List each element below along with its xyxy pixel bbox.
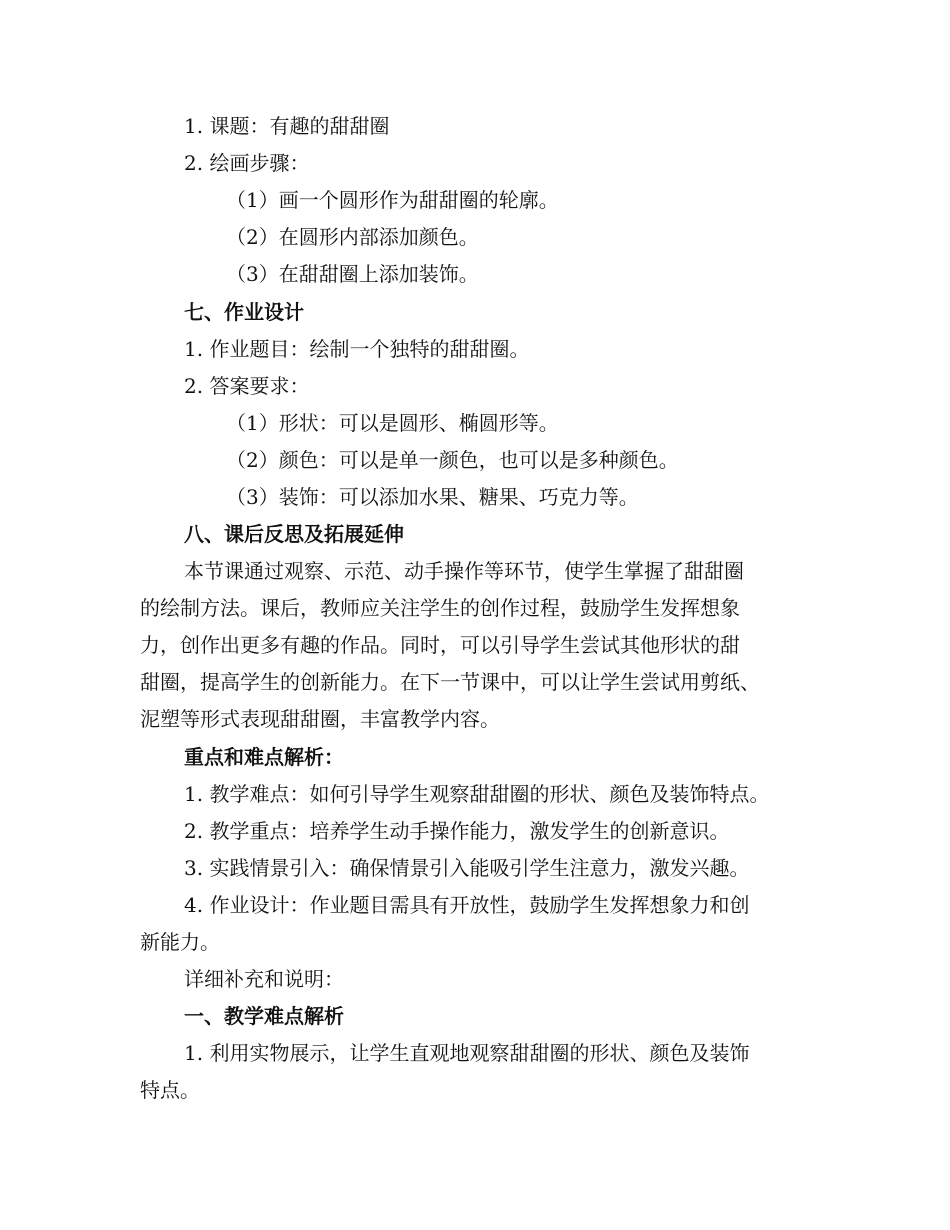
paragraph-line: 特点。 bbox=[140, 1078, 200, 1102]
list-item-teaching-difficulty: 1. 教学难点：如何引导学生观察甜甜圈的形状、颜色及装饰特点。 bbox=[184, 782, 770, 806]
sub-item-step-1: （1）画一个圆形作为甜甜圈的轮廓。 bbox=[226, 188, 559, 212]
sub-item-color: （2）颜色：可以是单一颜色，也可以是多种颜色。 bbox=[226, 448, 679, 472]
section-heading-difficulty-analysis: 一、教学难点解析 bbox=[184, 1004, 344, 1028]
list-item-teaching-focus: 2. 教学重点：培养学生动手操作能力，激发学生的创新意识。 bbox=[184, 819, 730, 843]
list-item-practice-intro: 3. 实践情景引入：确保情景引入能吸引学生注意力，激发兴趣。 bbox=[184, 856, 750, 880]
section-heading-reflection: 八、课后反思及拓展延伸 bbox=[184, 522, 404, 546]
list-item-homework-design: 4. 作业设计：作业题目需具有开放性，鼓励学生发挥想象力和创 bbox=[184, 893, 750, 917]
section-heading-key-points: 重点和难点解析： bbox=[184, 745, 344, 769]
list-item-topic: 1. 课题：有趣的甜甜圈 bbox=[184, 114, 390, 138]
sub-item-decoration: （3）装饰：可以添加水果、糖果、巧克力等。 bbox=[226, 485, 639, 509]
sub-item-shape: （1）形状：可以是圆形、椭圆形等。 bbox=[226, 411, 559, 435]
paragraph-supplement: 详细补充和说明： bbox=[184, 967, 344, 991]
list-item-object-display: 1. 利用实物展示，让学生直观地观察甜甜圈的形状、颜色及装饰 bbox=[184, 1041, 750, 1065]
list-item-drawing-steps: 2. 绘画步骤： bbox=[184, 151, 310, 175]
paragraph-line: 新能力。 bbox=[140, 930, 220, 954]
list-item-answer-requirements: 2. 答案要求： bbox=[184, 374, 310, 398]
paragraph-line: 力，创作出更多有趣的作品。同时，可以引导学生尝试其他形状的甜 bbox=[140, 633, 740, 657]
sub-item-step-2: （2）在圆形内部添加颜色。 bbox=[226, 225, 479, 249]
paragraph-line: 泥塑等形式表现甜甜圈，丰富教学内容。 bbox=[140, 707, 500, 731]
sub-item-step-3: （3）在甜甜圈上添加装饰。 bbox=[226, 262, 479, 286]
paragraph-line: 的绘制方法。课后，教师应关注学生的创作过程，鼓励学生发挥想象 bbox=[140, 596, 740, 620]
list-item-homework-title: 1. 作业题目：绘制一个独特的甜甜圈。 bbox=[184, 337, 530, 361]
paragraph-line: 本节课通过观察、示范、动手操作等环节，使学生掌握了甜甜圈 bbox=[184, 559, 744, 583]
section-heading-homework: 七、作业设计 bbox=[184, 300, 304, 324]
paragraph-line: 甜圈，提高学生的创新能力。在下一节课中，可以让学生尝试用剪纸、 bbox=[140, 670, 760, 694]
